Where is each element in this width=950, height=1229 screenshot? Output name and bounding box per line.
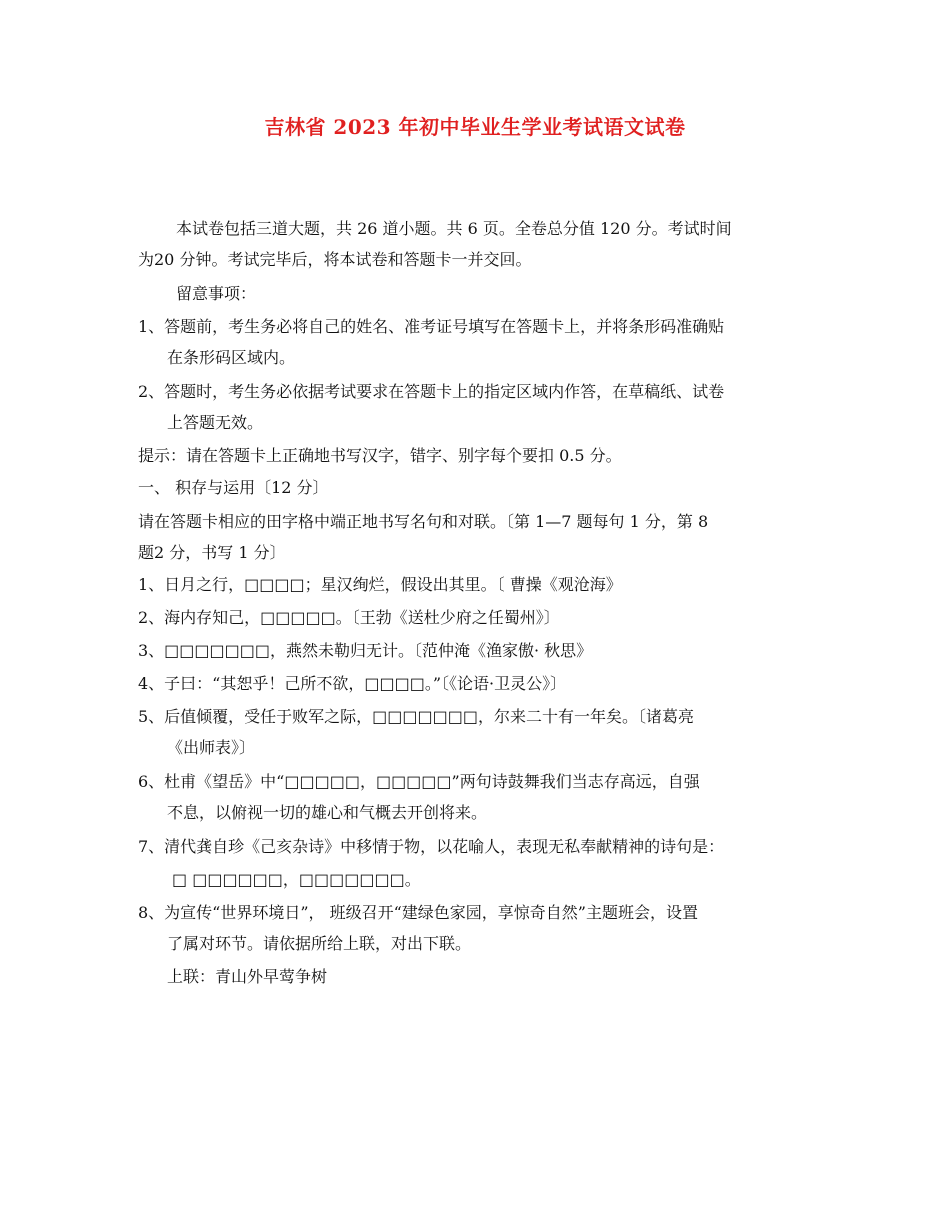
intro-line-2: 为20 分钟。考试完毕后，将本试卷和答题卡一并交回。 xyxy=(138,250,532,269)
question-1: 1、日月之行，□□□□；星汉绚烂，假设出其里。〔 曹操《观沧海》 xyxy=(138,575,622,594)
notice-item-1-cont: 在条形码区域内。 xyxy=(167,348,296,367)
question-7-blanks: □ □□□□□□，□□□□□□□。 xyxy=(172,870,421,889)
section-heading: 一、 积存与运用〔12 分〕 xyxy=(138,478,329,497)
question-6-cont: 不息，以俯视一切的雄心和气概去开创将来。 xyxy=(167,803,488,822)
notice-item-2: 2、答题时，考生务必依据考试要求在答题卡上的指定区域内作答，在草稿纸、试卷 xyxy=(138,382,725,401)
question-3: 3、□□□□□□□，燕然未勒归无计。〔范仲淹《渔家傲· 秋思》 xyxy=(138,641,593,660)
instruction-line-1: 请在答题卡相应的田字格中端正地书写名句和对联。〔第 1—7 题每句 1 分，第 8 xyxy=(138,512,709,531)
notice-item-1: 1、答题前，考生务必将自己的姓名、准考证号填写在答题卡上，并将条形码准确贴 xyxy=(138,317,725,336)
couplet-upper-line: 上联：青山外早莺争树 xyxy=(167,967,328,986)
hint-line: 提示：请在答题卡上正确地书写汉字，错字、别字每个要扣 0.5 分。 xyxy=(138,446,622,465)
question-7: 7、清代龚自珍《己亥杂诗》中移情于物，以花喻人，表现无私奉献精神的诗句是： xyxy=(138,837,725,856)
notice-item-2-cont: 上答题无效。 xyxy=(167,413,264,432)
question-5: 5、后值倾覆，受任于败军之际，□□□□□□□，尔来二十有一年矣。〔诸葛亮 xyxy=(138,707,695,726)
intro-line-1: 本试卷包括三道大题，共 26 道小题。共 6 页。全卷总分值 120 分。考试时间 xyxy=(176,219,732,238)
question-8-cont: 了属对环节。请依据所给上联，对出下联。 xyxy=(167,934,472,953)
question-5-cont: 《出师表》〕 xyxy=(167,738,256,757)
question-6: 6、杜甫《望岳》中“□□□□□，□□□□□”两句诗鼓舞我们当志存高远，自强 xyxy=(138,772,700,791)
notice-heading: 留意事项： xyxy=(176,284,257,303)
question-4: 4、子曰：“其恕乎！己所不欲，□□□□。”〔《论语·卫灵公》〕 xyxy=(138,674,567,693)
instruction-line-2: 题2 分，书写 1 分〕 xyxy=(138,543,286,562)
question-8: 8、为宣传“世界环境日”， 班级召开“建绿色家园，享惊奇自然”主题班会，设置 xyxy=(138,903,698,922)
question-2: 2、海内存知己，□□□□□。〔王勃《送杜少府之任蜀州》〕 xyxy=(138,608,560,627)
document-title: 吉林省 2023 年初中毕业生学业考试语文试卷 xyxy=(264,115,686,139)
